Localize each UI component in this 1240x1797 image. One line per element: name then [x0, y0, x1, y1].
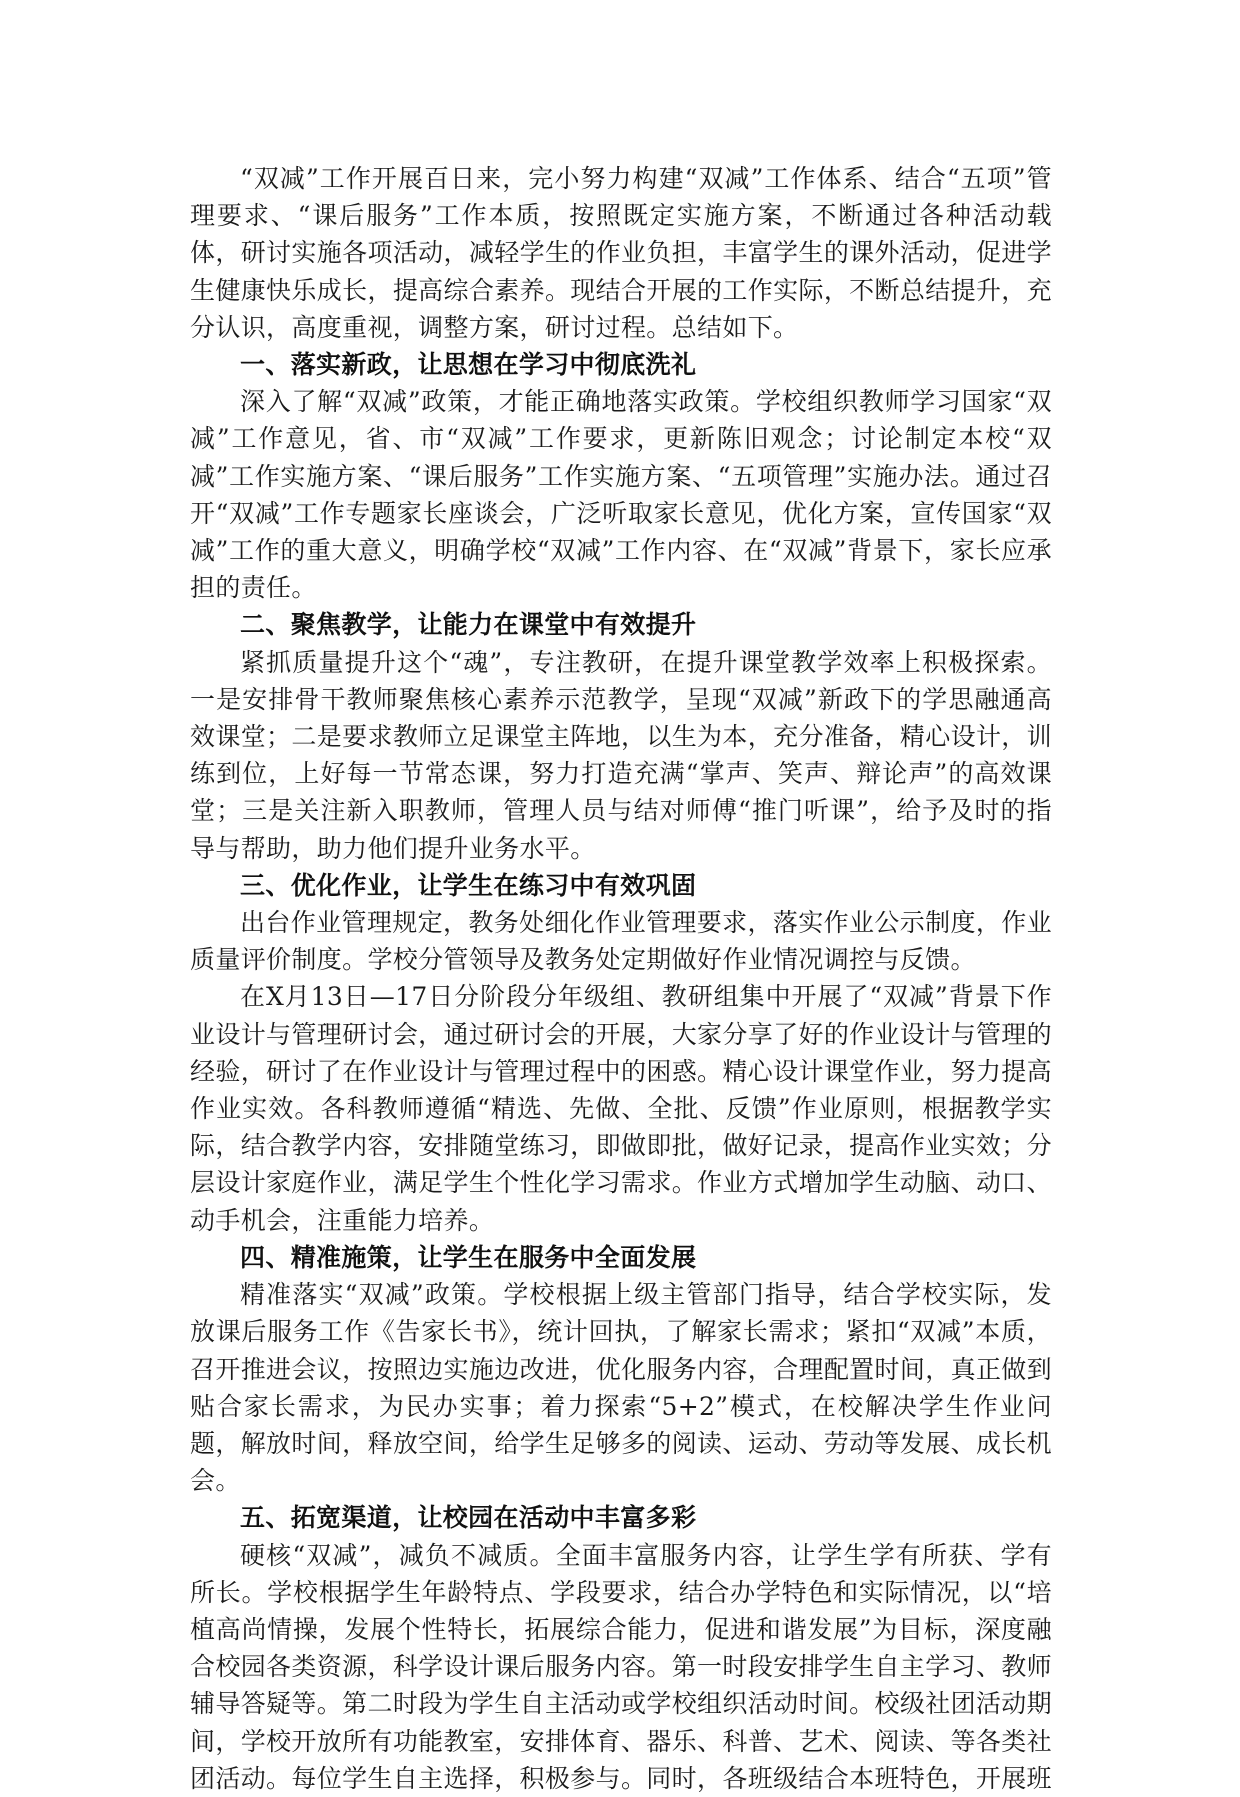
section-4-heading: 四、精准施策，让学生在服务中全面发展 [240, 1242, 697, 1272]
section-2-heading: 二、聚焦教学，让能力在课堂中有效提升 [240, 610, 697, 640]
section-5-heading: 五、拓宽渠道，让校园在活动中丰富多彩 [240, 1503, 697, 1533]
document-body [190, 160, 1052, 1797]
section-3-paragraph-2: 在X月13日—17日分阶段分年级组、教研组集中开展了“双减”背景下作业设计与管理研讨会，通过研讨会的开展，大家分享了好的作业设计与管理的经验，研讨了在作业设计与管理过程中的困惑。精心设计课堂作业，努力提高作业实效。各科教师遵循“精选、先做、全批、反馈”作业原则，根据教学实际，结合教学内容，安排随堂练习，即做即批，做好记录，提高作业实效；分层设计家庭作业，满足学生个性化学习需求。作业方式增加学生动脑、动口、动手机会，注重能力培养。 [190, 982, 1052, 1235]
section-1-paragraph-1: 深入了解“双减”政策，才能正确地落实政策。学校组织教师学习国家“双减”工作意见，省、市“双减”工作要求，更新陈旧观念；讨论制定本校“双减”工作实施方案、“课后服务”工作实施方案、“五项管理”实施办法。通过召开“双减”工作专题家长座谈会，广泛听取家长意见，优化方案，宣传国家“双减”工作的重大意义，明确学校“双减”工作内容、在“双减”背景下，家长应承担的责任。 [190, 387, 1052, 603]
section-5-paragraph-1: 硬核“双减”，减负不减质。全面丰富服务内容，让学生学有所获、学有所长。学校根据学生年龄特点、学段要求，结合办学特色和实际情况，以“培植高尚情操，发展个性特长，拓展综合能力，促进和谐发展”为目标，深度融合校园各类资源，科学设计课后服务内容。第一时段安排学生自主学习、教师辅导答疑等。第二时段为学生自主活动或学校组织活动时间。校级社团活动期间，学校开放所有功能教室，安排体育、器乐、科普、艺术、阅读、等各类社团活动。每位学生自主选择，积极参与。同时，各班级结合本班特色，开展班 [190, 1540, 1052, 1793]
section-3-heading: 三、优化作业，让学生在练习中有效巩固 [240, 870, 697, 900]
section-3-paragraph-1: 出台作业管理规定，教务处细化作业管理要求，落实作业公示制度，作业质量评价制度。学校分管领导及教务处定期做好作业情况调控与反馈。 [190, 908, 1052, 975]
section-2-paragraph-1: 紧抓质量提升这个“魂”，专注教研，在提升课堂教学效率上积极探索。一是安排骨干教师聚焦核心素养示范教学，呈现“双减”新政下的学思融通高效课堂；二是要求教师立足课堂主阵地，以生为本，充分准备，精心设计，训练到位，上好每一节常态课，努力打造充满“掌声、笑声、辩论声”的高效课堂；三是关注新入职教师，管理人员与结对师傅“推门听课”，给予及时的指导与帮助，助力他们提升业务水平。 [190, 647, 1052, 863]
section-4-paragraph-1: 精准落实“双减”政策。学校根据上级主管部门指导，结合学校实际，发放课后服务工作《告家长书》，统计回执，了解家长需求；紧扣“双减”本质，召开推进会议，按照边实施边改进，优化服务内容，合理配置时间，真正做到贴合家长需求，为民办实事；着力探索“5+2”模式，在校解决学生作业问题，解放时间，释放空间，给学生足够多的阅读、运动、劳动等发展、成长机会。 [190, 1280, 1052, 1496]
intro-paragraph: “双减”工作开展百日来，完小努力构建“双减”工作体系、结合“五项”管理要求、“课后服务”工作本质，按照既定实施方案，不断通过各种活动载体，研讨实施各项活动，减轻学生的作业负担，丰富学生的课外活动，促进学生健康快乐成长，提高综合素养。现结合开展的工作实际，不断总结提升，充分认识，高度重视，调整方案，研讨过程。总结如下。 [190, 164, 1052, 342]
section-1-heading: 一、落实新政，让思想在学习中彻底洗礼 [240, 350, 697, 380]
